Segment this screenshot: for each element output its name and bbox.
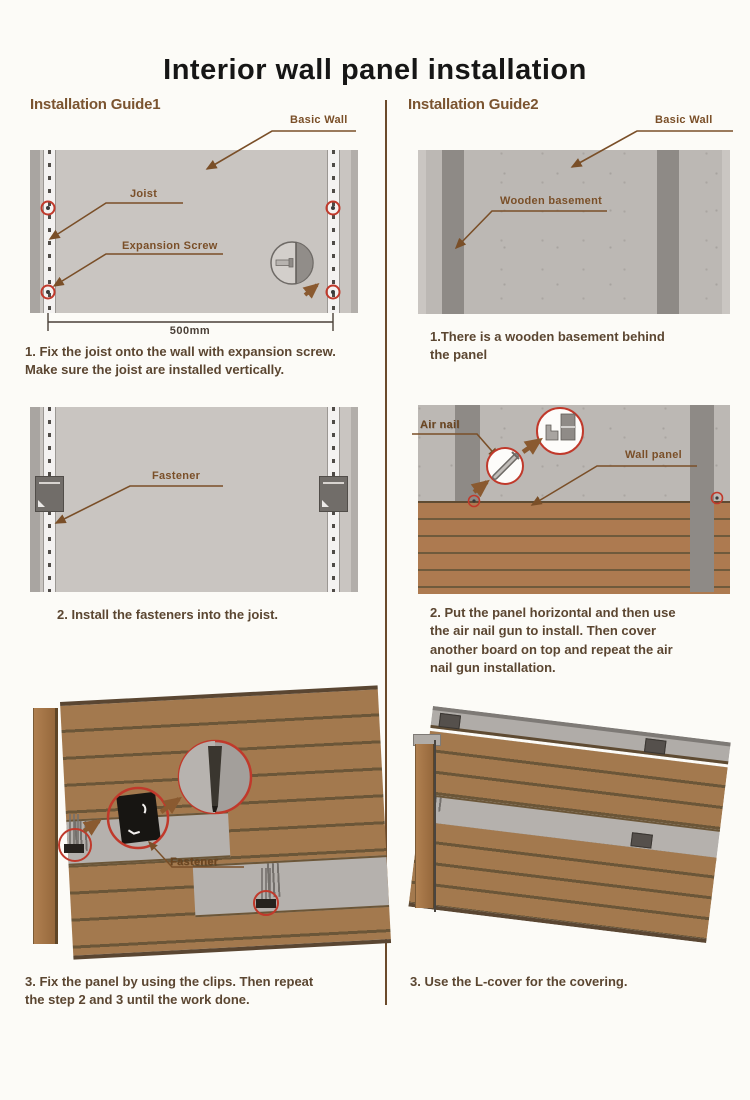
label-basic-wall-left: Basic Wall [290, 114, 348, 126]
left-step3-line2: the step 2 and 3 until the work done. [25, 992, 250, 1008]
right-diagram2-panels [418, 501, 730, 594]
exposed-wall-band-b [193, 855, 389, 917]
right-step2-line1: 2. Put the panel horizontal and then use [430, 605, 676, 620]
label-joist: Joist [130, 188, 158, 200]
label-expansion-screw: Expansion Screw [122, 240, 218, 252]
left-step2-line1: 2. Install the fasteners into the joist. [57, 607, 279, 622]
left-step1-line1: 1. Fix the joist onto the wall with expansion screw. [25, 344, 336, 359]
panel-assembly-right [408, 706, 730, 943]
wall-edge-right [351, 150, 358, 313]
left-diagram1-wall [30, 150, 358, 313]
left-step3 [25, 973, 313, 1010]
left-step2 [57, 606, 278, 624]
right-step2 [430, 604, 676, 678]
label-basic-wall-right: Basic Wall [655, 114, 713, 126]
left-step1-line2: Make sure the joist are installed vertically. [25, 362, 285, 378]
right-step1-line1: 1.There is a wooden basement behind [430, 329, 665, 344]
loose-panel-plank [33, 708, 58, 944]
label-wall-panel: Wall panel [625, 449, 682, 461]
label-wooden-basement: Wooden basement [500, 195, 603, 207]
joist-lines [267, 863, 281, 898]
page-title: Interior wall panel installation [163, 54, 587, 86]
label-fastener-d2: Fastener [152, 470, 201, 482]
label-air-nail: Air nail [420, 419, 460, 431]
label-fastener-d3: Fastener [170, 856, 219, 868]
right-step3 [410, 973, 627, 991]
right-step1 [430, 328, 665, 365]
right-step2-line3: another board on top and repeat the air [430, 641, 673, 657]
wooden-basement-strip-right [690, 405, 714, 592]
fastener-clip-right [319, 476, 348, 512]
wooden-basement-strip-right [657, 150, 679, 314]
joist-left [43, 150, 56, 313]
l-cover-plank [415, 744, 436, 908]
left-step3-line1: 3. Fix the panel by using the clips. Then repeat [25, 974, 314, 989]
right-step2-line4: nail gun installation. [430, 660, 556, 676]
joist-right [327, 150, 340, 313]
wall-edge-right [722, 150, 730, 314]
wall-edge-right [351, 407, 358, 592]
wooden-basement-strip-left [442, 150, 464, 314]
right-guide-header: Installation Guide2 [408, 96, 539, 113]
l-cover-shadow-line [434, 740, 436, 912]
fastener-clip [439, 713, 462, 729]
left-guide-header: Installation Guide1 [30, 96, 161, 113]
fastener-clip-left [35, 476, 64, 512]
joist-lines [74, 821, 88, 852]
right-diagram1-wall [418, 150, 730, 314]
wall-edge-left [418, 150, 426, 314]
right-step3-line1: 3. Use the L-cover for the covering. [410, 974, 628, 989]
left-step1 [25, 343, 336, 380]
right-step2-line2: the air nail gun to install. Then cover [430, 623, 657, 639]
wall-edge-left [30, 150, 40, 313]
fastener-clip [630, 832, 653, 848]
right-step1-line2: the panel [430, 347, 488, 363]
dimension-500mm: 500mm [169, 325, 211, 337]
right-diagram2-wall [418, 405, 730, 501]
left-diagram2-wall [30, 407, 358, 592]
panel-assembly-left [60, 685, 391, 959]
fastener-clip [644, 738, 667, 754]
